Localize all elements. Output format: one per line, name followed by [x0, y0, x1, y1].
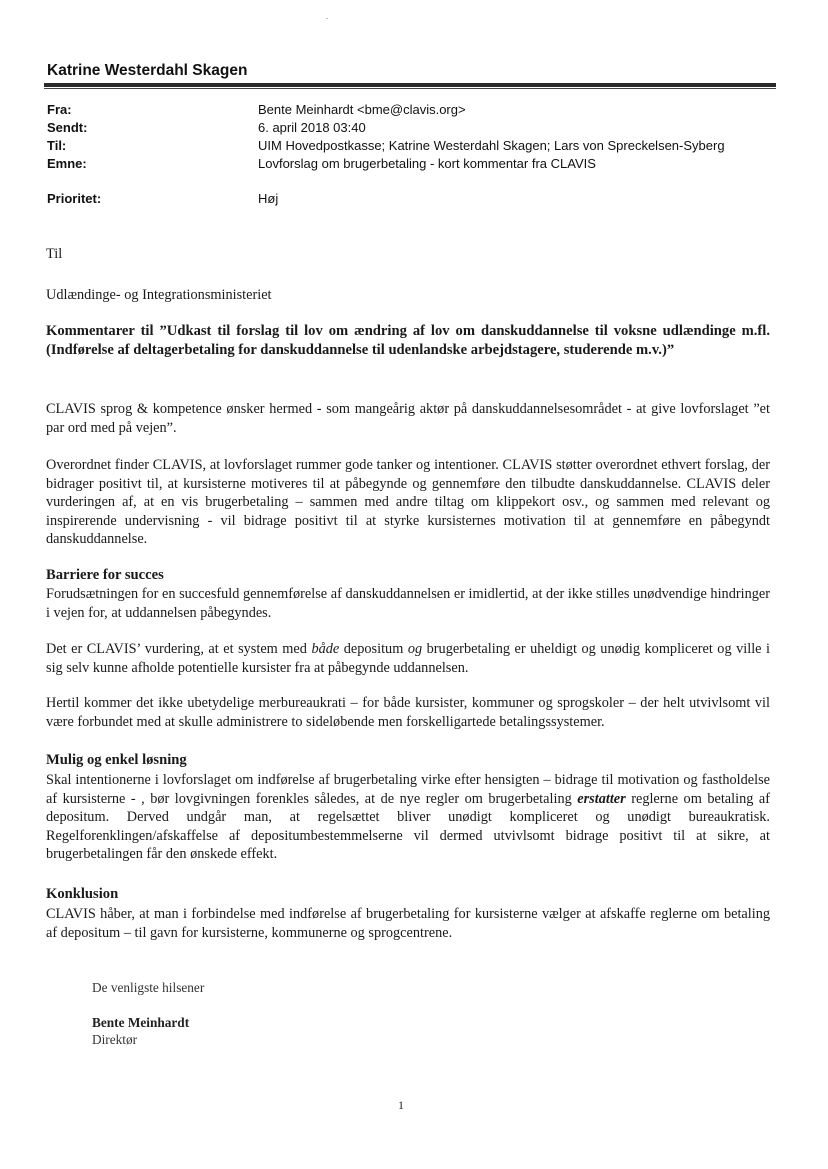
- salutation: Til: [46, 246, 63, 262]
- letter-title: Kommentarer til ”Udkast til forslag til lov om ændring af lov om danskuddannelse til voksne udlændinge m.fl. (Indførelse af deltagerbetaling for danskuddannelse til udenlandske arbejdstagere, studerende m.v.)”: [46, 323, 770, 358]
- sent-label: Sendt:: [47, 120, 88, 135]
- emphasis-erstatter: erstatter: [577, 790, 626, 807]
- barriere-paragraph-3: Hertil kommer det ikke ubetydelige merbureaukrati – for både kursister, kommuner og sprogskoler – der helt utvivlsomt vil være forbundet med at skulle administrere to sideløbende men forskelligartede betalingssystemer.: [46, 695, 770, 730]
- signer-name: Bente Meinhardt: [92, 1015, 190, 1030]
- to-value: UIM Hovedpostkasse; Katrine Westerdahl Skagen; Lars von Spreckelsen-Syberg: [258, 138, 725, 153]
- priority-label: Prioritet:: [47, 191, 102, 206]
- to-label: Til:: [47, 138, 67, 153]
- sent-value: 6. april 2018 03:40: [258, 120, 366, 135]
- section-heading-konklusion: Konklusion: [46, 886, 119, 902]
- mailbox-owner-name: Katrine Westerdahl Skagen: [47, 62, 248, 79]
- loesning-paragraph: Skal intentionerne i lovforslaget om indførelse af brugerbetaling virke efter hensigten – bidrage til motivation og fastholdelse af kursisterne - , bør lovgivningen forenkles således, at de nye regler om brugerbetaling erstatter reglerne om betaling af depositum. Derved undgår man, at regelsættet bliver unødigt kompliceret og unødigt bureaukratisk. Regelforenklingen/afskaffelse af depositumbestemmelserne vil dermed utvivlsomt bidrage positivt til at sikre, at brugerbetalingen får den ønskede effekt.: [46, 772, 770, 862]
- barriere-paragraph-2: Det er CLAVIS’ vurdering, at et system med både depositum og brugerbetaling er uheldigt og unødig kompliceret og ville i sig selv kunne afholde potentielle kursister fra at påbegynde uddannelsen.: [46, 641, 771, 676]
- scan-speck: [326, 18, 328, 19]
- section-heading-barriere: Barriere for succes: [46, 567, 164, 583]
- barriere-paragraph-1: Forudsætningen for en succesfuld gennemførelse af danskuddannelsen er imidlertid, at der ikke stilles unødvendige hindringer i vejen for, at uddannelsen påbegyndes.: [46, 586, 770, 621]
- recipient: Udlændinge- og Integrationsministeriet: [46, 287, 272, 303]
- closing-greeting: De venligste hilsener: [92, 980, 205, 995]
- subject-label: Emne:: [47, 156, 87, 171]
- intro-paragraph: CLAVIS sprog & kompetence ønsker hermed - som mangeårig aktør på danskuddannelsesområdet - at give lovforslaget ”et par ord med på vejen”.: [46, 401, 770, 436]
- emphasis-og: og: [407, 641, 423, 657]
- section-heading-loesning: Mulig og enkel løsning: [46, 752, 187, 768]
- header-rule-thin: [44, 88, 776, 89]
- from-label: Fra:: [47, 102, 72, 117]
- header-rule-thick: [44, 83, 776, 87]
- konklusion-paragraph: CLAVIS håber, at man i forbindelse med indførelse af brugerbetaling for kursisterne vælger at afskaffe reglerne om betaling af depositum – til gavn for kursisterne, kommunerne og sprogcentrene.: [46, 906, 770, 941]
- overview-paragraph: Overordnet finder CLAVIS, at lovforslaget rummer gode tanker og intentioner. CLAVIS støtter overordnet ethvert forslag, der bidrager positivt til, at kursisterne motiveres til at påbegynde og gennemføre den tilbudte danskuddannelse. CLAVIS deler vurderingen af, at en vis brugerbetaling – sammen med andre tiltag om klippekort osv., og sammen med relevant og inspirerende undervisning - vil bidrage positivt til at styrke kursisternes motivation til at gennemføre en påbegyndt danskuddannelse.: [46, 457, 770, 547]
- signer-title: Direktør: [92, 1032, 138, 1047]
- from-value: Bente Meinhardt <bme@clavis.org>: [258, 102, 466, 117]
- page-number: 1: [398, 1098, 404, 1112]
- emphasis-baade: både: [311, 641, 340, 657]
- priority-value: Høj: [258, 191, 279, 206]
- subject-value: Lovforslag om brugerbetaling - kort kommentar fra CLAVIS: [258, 156, 596, 171]
